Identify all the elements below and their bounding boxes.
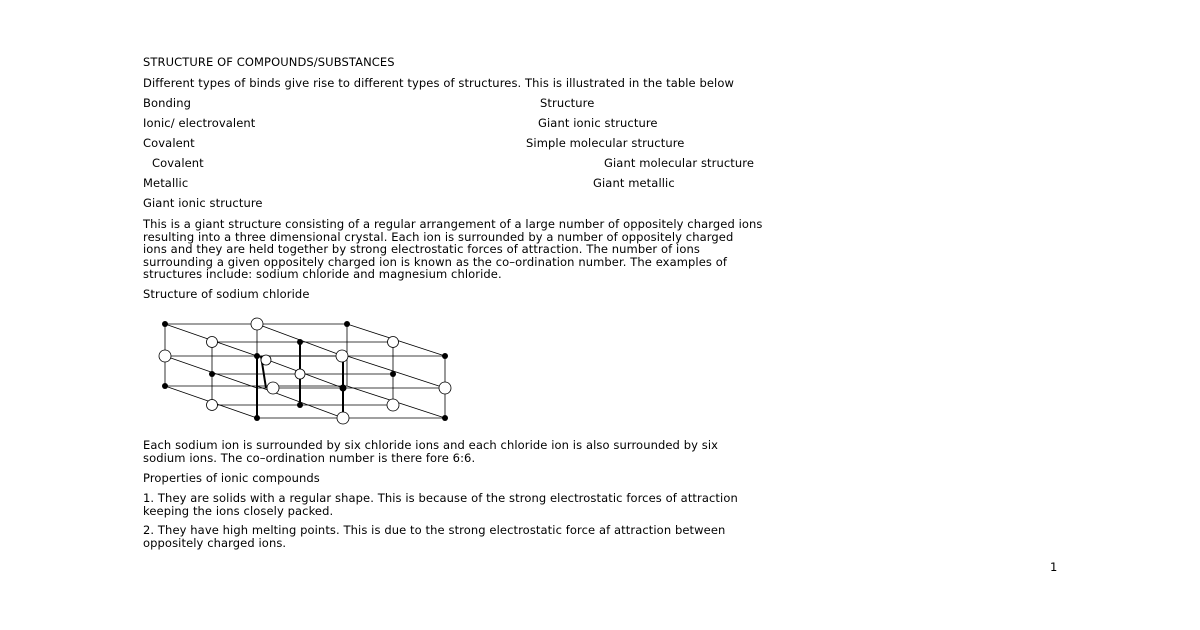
table-row-bonding: Covalent bbox=[143, 136, 195, 150]
sodium-ion bbox=[442, 353, 448, 359]
table-row-bonding: Ionic/ electrovalent bbox=[143, 116, 256, 130]
chloride-ion bbox=[159, 350, 171, 362]
paragraph-line: structures include: sodium chloride and magnesium chloride. bbox=[143, 267, 502, 281]
chloride-ions bbox=[159, 318, 451, 424]
chloride-ion bbox=[267, 382, 279, 394]
paragraph-line: This is a giant structure consisting of a regular arrangement of a large number of oppositely charged ions bbox=[143, 217, 763, 231]
properties-heading: Properties of ionic compounds bbox=[143, 471, 320, 485]
table-row-structure: Simple molecular structure bbox=[526, 136, 685, 150]
sodium-ion bbox=[254, 353, 260, 359]
table-row-structure: Giant ionic structure bbox=[538, 116, 658, 130]
chloride-ion bbox=[207, 400, 218, 411]
sodium-ion bbox=[162, 383, 168, 389]
chloride-ion bbox=[295, 369, 305, 379]
table-header-structure: Structure bbox=[540, 96, 595, 110]
chloride-ion bbox=[207, 337, 218, 348]
table-header-bonding: Bonding bbox=[143, 96, 191, 110]
sodium-ion bbox=[297, 339, 303, 345]
paragraph-line: sodium ions. The co–ordination number is there fore 6:6. bbox=[143, 450, 476, 465]
chloride-ion bbox=[439, 382, 451, 394]
table-row-bonding: Covalent bbox=[152, 156, 204, 170]
section-heading: Giant ionic structure bbox=[143, 196, 263, 210]
sodium-ions bbox=[162, 321, 448, 421]
sodium-ion bbox=[344, 321, 350, 327]
sodium-chloride-lattice-diagram bbox=[145, 312, 465, 428]
paragraph-line: resulting into a three dimensional crystal. Each ion is surrounded by a number of oppositely charged bbox=[143, 229, 734, 244]
sodium-ion bbox=[254, 415, 260, 421]
property-item-line: 2. They have high melting points. This is due to the strong electrostatic force af attraction between bbox=[143, 523, 726, 537]
paragraph-line: surrounding a given oppositely charged ion is known as the co–ordination number. The examples of bbox=[143, 254, 728, 269]
sodium-ion bbox=[442, 415, 448, 421]
lattice-line bbox=[347, 356, 445, 388]
chloride-ion bbox=[251, 318, 263, 330]
sodium-ion bbox=[390, 371, 396, 377]
property-item-line: keeping the ions closely packed. bbox=[143, 503, 334, 518]
document-title: STRUCTURE OF COMPOUNDS/SUBSTANCES bbox=[143, 55, 395, 69]
chloride-ion bbox=[337, 412, 349, 424]
chloride-ion bbox=[388, 337, 399, 348]
figure-caption: Structure of sodium chloride bbox=[143, 287, 310, 301]
chloride-ion bbox=[261, 355, 271, 365]
intro-text: Different types of binds give rise to different types of structures. This is illustrated in the table below bbox=[143, 76, 734, 90]
page-number: 1 bbox=[1050, 560, 1058, 574]
table-row-structure: Giant metallic bbox=[593, 176, 675, 190]
sodium-ion bbox=[209, 371, 215, 377]
sodium-ion bbox=[297, 402, 303, 408]
chloride-ion bbox=[336, 350, 348, 362]
property-item-line: 1. They are solids with a regular shape. This is because of the strong electrostatic forces of attraction bbox=[143, 491, 738, 505]
table-row-structure: Giant molecular structure bbox=[604, 156, 755, 170]
sodium-ion bbox=[340, 385, 347, 392]
paragraph-line: Each sodium ion is surrounded by six chloride ions and each chloride ion is also surrounded by six bbox=[143, 438, 719, 452]
table-row-bonding: Metallic bbox=[143, 176, 189, 190]
sodium-ion bbox=[162, 321, 168, 327]
chloride-ion bbox=[387, 399, 399, 411]
property-item-line: oppositely charged ions. bbox=[143, 535, 287, 550]
paragraph-line: ions and they are held together by strong electrostatic forces of attraction. The number of ions bbox=[143, 242, 700, 256]
